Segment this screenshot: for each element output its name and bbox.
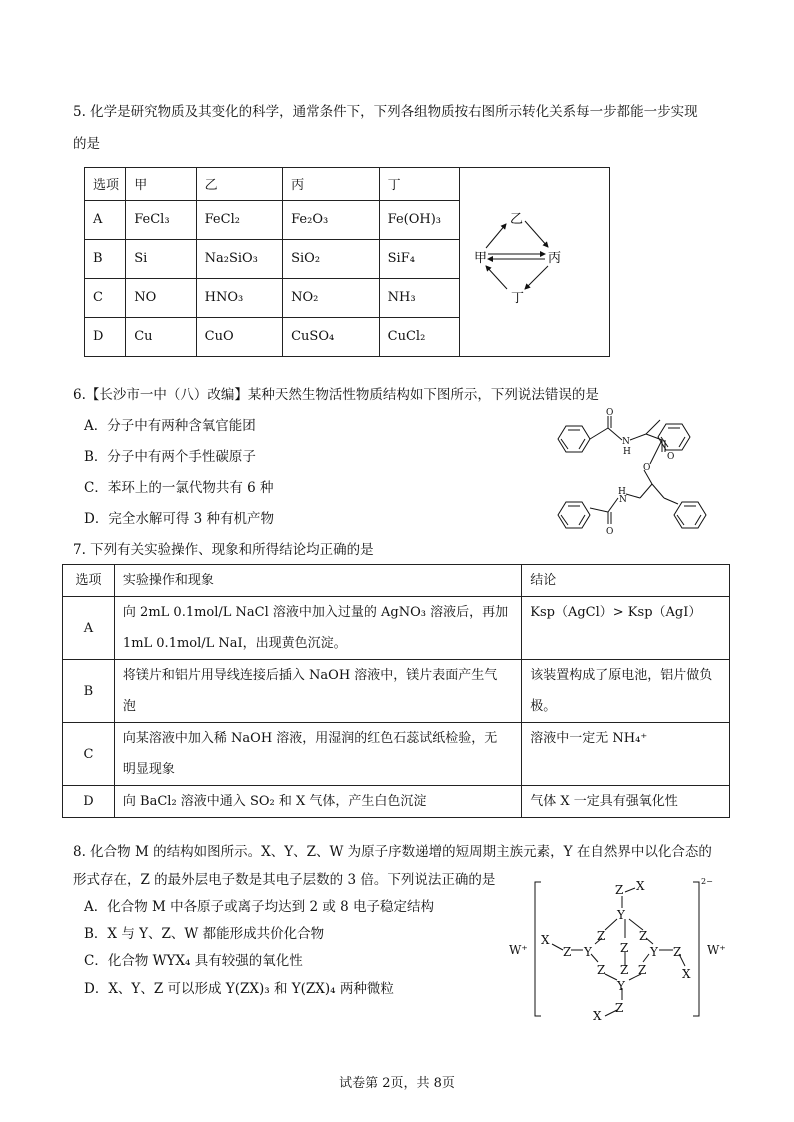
q5-arrow-bing-ding xyxy=(525,266,548,289)
q6-option-b: B．分子中有两个手性碳原子 xyxy=(84,449,256,465)
q5-node-yi: 乙 xyxy=(510,212,524,227)
q7-header-row xyxy=(63,565,730,597)
q7-header-option: 选项 xyxy=(63,565,115,597)
q7-cell-operation xyxy=(114,597,521,660)
q7-cell-option: D xyxy=(63,786,115,818)
q7-conclusion-line2: 极。 xyxy=(530,699,557,714)
q5-cell-yi: FeCl₂ xyxy=(196,200,282,239)
oxygen-label: O xyxy=(643,463,651,473)
z-atom-label: Z xyxy=(620,963,629,977)
q8-option-b: B．X 与 Y、Z、W 都能形成共价化合物 xyxy=(84,926,325,942)
q5-header-row xyxy=(85,168,610,201)
right-bracket xyxy=(693,882,699,1016)
q7-cell-conclusion xyxy=(522,723,730,786)
q5-header-yi: 乙 xyxy=(196,168,282,201)
q8-option-a: A．化合物 M 中各原子或离子均达到 2 或 8 电子稳定结构 xyxy=(84,899,434,915)
left-bracket xyxy=(535,882,541,1016)
q7-operation-line1: 向某溶液中加入稀 NaOH 溶液，用湿润的红色石蕊试纸检验，无 xyxy=(122,731,498,746)
q5-header-option: 选项 xyxy=(85,168,126,201)
w-cation-right: W⁺ xyxy=(707,943,726,957)
x-atom-label: X xyxy=(682,967,691,981)
q5-arrow-ding-jia xyxy=(486,266,507,289)
y-atom-label: Y xyxy=(617,979,625,993)
z-atom-label: Z xyxy=(597,963,606,977)
q7-row-c xyxy=(63,723,730,786)
q7-operation-line1: 将镁片和铝片用导线连接后插入 NaOH 溶液中，镁片表面产生气 xyxy=(122,668,498,683)
hydrogen-label: H xyxy=(623,447,631,457)
q5-cell-yi: HNO₃ xyxy=(196,278,282,317)
z-atom-label: Z xyxy=(638,963,647,977)
q5-cell-jia: Cu xyxy=(126,317,196,356)
z-atom-label: Z xyxy=(673,945,682,959)
q6-option-c: C．苯环上的一氯代物共有 6 种 xyxy=(84,480,274,496)
q5-cell-option: D xyxy=(85,317,126,356)
page-footer: 试卷第 2页，共 8页 xyxy=(339,1076,455,1091)
q5-cell-yi: CuO xyxy=(196,317,282,356)
z-atom-label: Z xyxy=(639,929,648,943)
q6-stem: 6.【长沙市一中（八）改编】某种天然生物活性物质结构如下图所示，下列说法错误的是 xyxy=(73,387,599,403)
q5-cell-yi: Na₂SiO₃ xyxy=(196,239,282,278)
q5-cell-jia: FeCl₃ xyxy=(126,200,196,239)
q7-cell-operation xyxy=(114,660,521,723)
hydrogen-label: H xyxy=(618,487,626,497)
q5-cell-bing: SiO₂ xyxy=(283,239,380,278)
z-atom-label: Z xyxy=(615,883,624,897)
q7-cell-option: C xyxy=(63,723,115,786)
q5-arrow-yi-bing xyxy=(525,221,548,247)
q5-cell-ding: SiF₄ xyxy=(379,239,459,278)
q5-header-ding: 丁 xyxy=(379,168,459,201)
oxygen-label: O xyxy=(606,408,614,418)
q6-option-d: D．完全水解可得 3 种有机产物 xyxy=(84,511,274,527)
q5-header-jia: 甲 xyxy=(126,168,196,201)
x-atom-label: X xyxy=(593,1009,602,1023)
nitrogen-label: N xyxy=(622,437,630,447)
q5-stem-line1: 5. 化学是研究物质及其变化的科学，通常条件下，下列各组物质按右图所示转化关系每一步都能一步实现 xyxy=(73,104,698,120)
oxygen-label: O xyxy=(606,527,614,537)
q5-node-jia: 甲 xyxy=(474,251,488,266)
q7-cell-conclusion xyxy=(522,660,730,723)
w-cation-left: W⁺ xyxy=(509,943,528,957)
x-atom-label: X xyxy=(636,879,645,893)
q5-cell-ding: CuCl₂ xyxy=(379,317,459,356)
q5-arrow-jia-yi xyxy=(486,224,506,248)
q7-header-conclusion: 结论 xyxy=(522,565,730,597)
q7-conclusion-line1: 溶液中一定无 NH₄⁺ xyxy=(530,731,648,746)
q5-conversion-diagram xyxy=(460,168,608,352)
q7-cell-option: A xyxy=(63,597,115,660)
q7-cell-option: B xyxy=(63,660,115,723)
q6-option-a: A．分子中有两种含氧官能团 xyxy=(84,418,256,434)
q8-option-d: D．X、Y、Z 可以形成 Y(ZX)₃ 和 Y(ZX)₄ 两种微粒 xyxy=(84,981,394,997)
q6-molecule-structure xyxy=(548,406,720,542)
q8-structure-m xyxy=(505,874,737,1024)
q5-stem-line2: 的是 xyxy=(73,136,100,152)
q7-cell-operation: 向 BaCl₂ 溶液中通入 SO₂ 和 X 气体，产生白色沉淀 xyxy=(114,786,521,818)
z-atom-label: Z xyxy=(620,941,629,955)
q5-cell-ding: NH₃ xyxy=(379,278,459,317)
q5-node-ding: 丁 xyxy=(511,291,525,306)
q5-cell-option: B xyxy=(85,239,126,278)
z-atom-label: Z xyxy=(563,945,572,959)
x-atom-label: X xyxy=(541,933,550,947)
q7-operation-line2: 1mL 0.1mol/L NaI，出现黄色沉淀。 xyxy=(122,636,347,651)
q7-conclusion-line1: 该装置构成了原电池，铝片做负 xyxy=(530,668,713,683)
q5-cell-bing: Fe₂O₃ xyxy=(283,200,380,239)
q5-cell-option: C xyxy=(85,278,126,317)
q5-cell-option: A xyxy=(85,200,126,239)
q5-cell-ding: Fe(OH)₃ xyxy=(379,200,459,239)
q5-diagram-cell xyxy=(460,168,610,357)
q7-cell-conclusion xyxy=(522,597,730,660)
q5-cell-jia: NO xyxy=(126,278,196,317)
q7-row-d xyxy=(63,786,730,818)
q7-operation-line2: 泡 xyxy=(122,699,136,714)
q7-cell-conclusion: 气体 X 一定具有强氧化性 xyxy=(522,786,730,818)
q7-row-a xyxy=(63,597,730,660)
z-atom-label: Z xyxy=(615,1001,624,1015)
q8-stem-line2: 形式存在，Z 的最外层电子数是其电子层数的 3 倍。下列说法正确的是 xyxy=(73,872,496,888)
q7-conclusion-line1: Ksp（AgCl）> Ksp（AgI） xyxy=(530,605,702,620)
q7-operation-line2: 明显现象 xyxy=(122,762,175,777)
q7-row-b xyxy=(63,660,730,723)
q5-cell-bing: CuSO₄ xyxy=(283,317,380,356)
y-atom-label: Y xyxy=(650,945,658,959)
nitrogen-label: N xyxy=(619,495,627,505)
q5-table xyxy=(84,167,610,357)
anion-charge: 2− xyxy=(701,877,713,886)
y-atom-label: Y xyxy=(584,945,592,959)
q5-node-bing: 丙 xyxy=(548,251,562,266)
oxygen-label: O xyxy=(667,452,675,462)
q5-header-bing: 丙 xyxy=(283,168,380,201)
q8-option-c: C．化合物 WYX₄ 具有较强的氧化性 xyxy=(84,953,303,969)
q7-header-operation: 实验操作和现象 xyxy=(114,565,521,597)
q7-table xyxy=(62,564,730,818)
q5-cell-jia: Si xyxy=(126,239,196,278)
z-atom-label: Z xyxy=(597,929,606,943)
y-atom-label: Y xyxy=(617,908,625,922)
q5-cell-bing: NO₂ xyxy=(283,278,380,317)
q7-operation-line1: 向 2mL 0.1mol/L NaCl 溶液中加入过量的 AgNO₃ 溶液后，再加 xyxy=(122,605,509,620)
q7-stem: 7. 下列有关实验操作、现象和所得结论均正确的是 xyxy=(73,542,374,558)
q7-cell-operation xyxy=(114,723,521,786)
q8-stem-line1: 8. 化合物 M 的结构如图所示。X、Y、Z、W 为原子序数递增的短周期主族元素，Y 在自然界中以化合态的 xyxy=(73,844,712,860)
